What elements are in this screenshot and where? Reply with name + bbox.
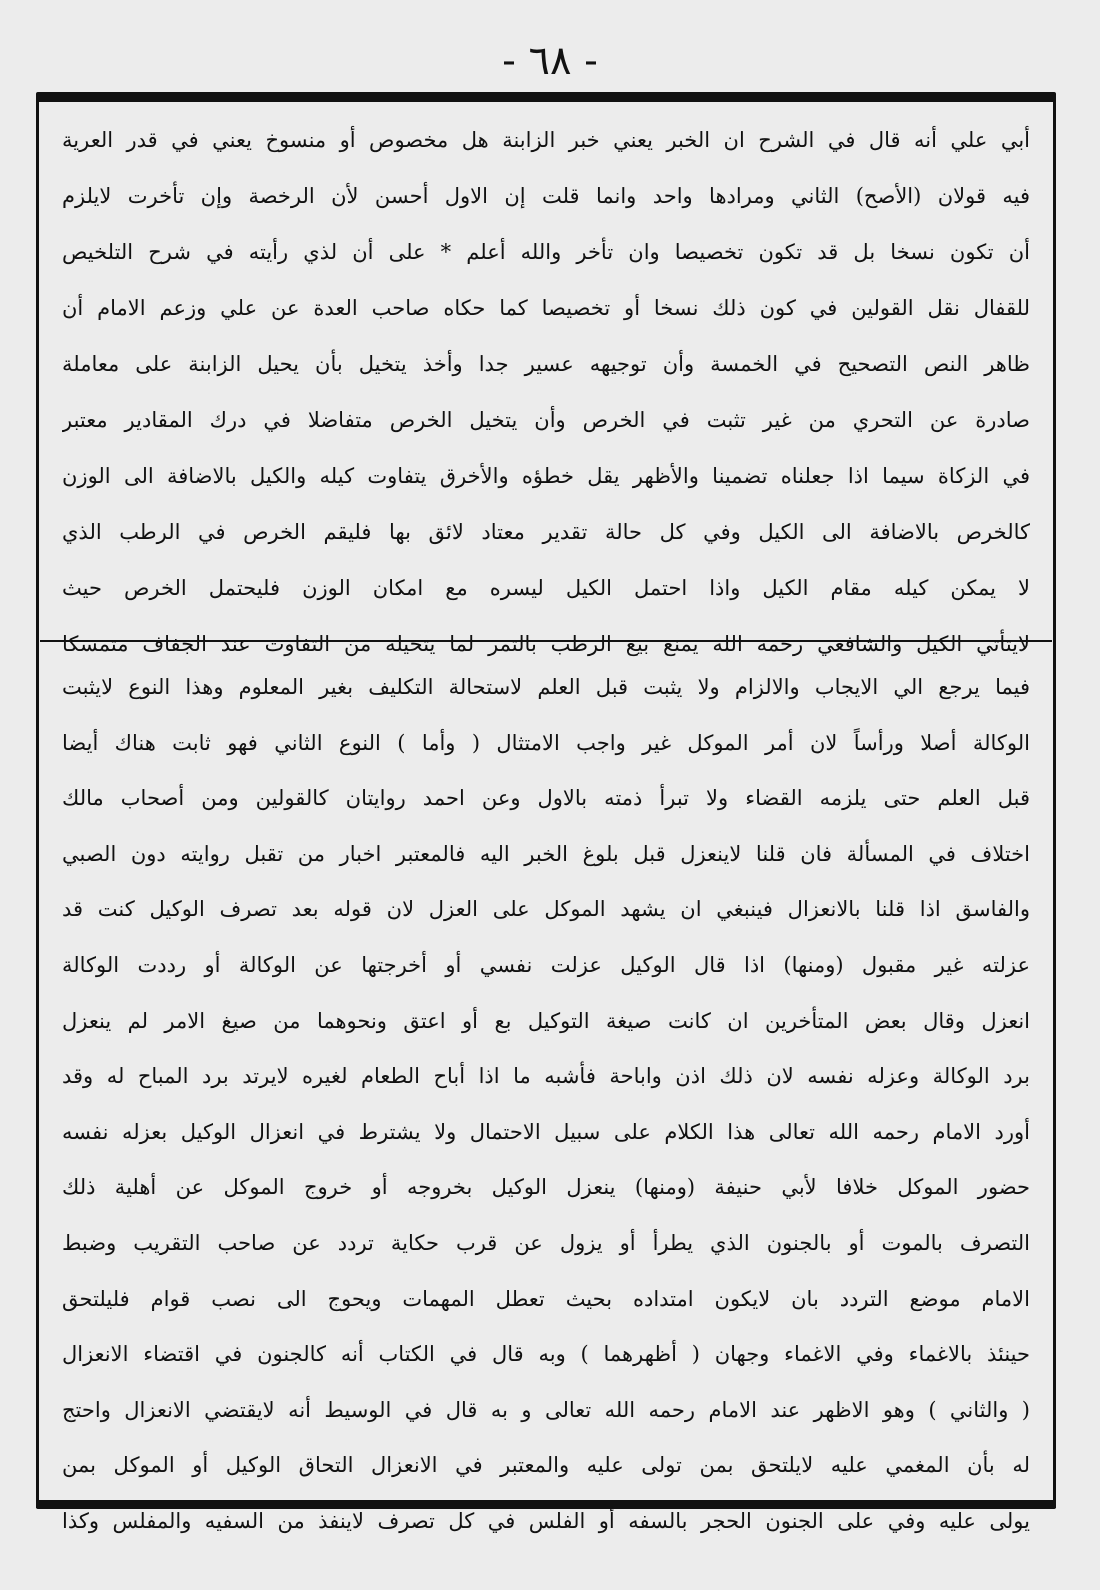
commentary-line: لا يمكن كيله مقام الكيل واذا احتمل الكيل ليسره مع امكان الوزن فليحتمل الخرص حيث [62, 576, 1030, 600]
main-line: الامام موضع التردد بان لايكون امتداده بحيث تعطل المهمات ويحوج الى نصب قوام فليلتحق [62, 1286, 1030, 1311]
main-line: فيما يرجع الي الايجاب والالزام ولا يثبت قبل العلم لاستحالة التكليف بغير المعلوم وهذا النوع لايثبت [62, 675, 1030, 699]
commentary-line: أبي علي أنه قال في الشرح ان الخبر يعني خبر الزابنة هل مخصوص أو منسوخ يعني في قدر العرية [62, 128, 1030, 152]
main-line: حينئذ بالاغماء وفي الاغماء وجهان ( أظهرهما ) وبه قال في الكتاب أنه كالجنون في اقتضاء الانعزال [62, 1342, 1030, 1367]
main-line: قبل العلم حتى يلزمه القضاء ولا تبرأ ذمته بالاول وعن احمد روايتان كالقولين ومن أصحاب مالك [62, 786, 1030, 811]
commentary-line: للقفال نقل القولين في كون ذلك نسخا أو تخصيصا كما حكاه صاحب العدة عن علي وزعم الامام أن [62, 296, 1030, 320]
main-line: ( والثاني ) وهو الاظهر عند الامام رحمه الله تعالى و به قال في الوسيط أنه لايقتضي الانعزال واحتج [62, 1397, 1030, 1422]
commentary-line: كالخرص بالاضافة الى الكيل وفي كل حالة تقدير معتاد لائق بها فليقم الخرص في الرطب الذي [62, 520, 1030, 544]
main-text-section [62, 660, 1030, 1550]
main-line: الوكالة أصلا ورأساً لان أمر الموكل غير واجب الامتثال ( وأما ) النوع الثاني فهو ثابت هناك أيضا [62, 730, 1030, 755]
main-line: له بأن المغمي عليه لايلتحق بمن تولى عليه والمعتبر في الانعزال التحاق الوكيل أو الموكل بمن [62, 1453, 1030, 1478]
main-line: حضور الموكل خلافا لأبي حنيفة (ومنها) ينعزل الوكيل بخروجه أو خروج الموكل عن أهلية ذلك [62, 1175, 1030, 1200]
commentary-line: صادرة عن التحري من غير تثبت في الخرص وأن يتخيل الخرص متفاضلا في درك المقادير معتبر [62, 408, 1030, 432]
main-line: أورد الامام رحمه الله تعالى هذا الكلام على سبيل الاحتمال ولا يشترط في انعزال الوكيل بعزله نفسه [62, 1119, 1030, 1144]
main-line: التصرف بالموت أو بالجنون الذي يطرأ أو يزول عن قرب حكاية تردد عن صاحب التقريب وضبط [62, 1230, 1030, 1255]
commentary-line: فيه قولان (الأصح) الثاني ومرادها واحد وانما قلت إن الاول أحسن لأن الرخصة وإن تأخرت لايلزم [62, 184, 1030, 208]
commentary-line: لايتأتي الكيل والشافعي رحمه الله يمنع بيع الرطب بالتمر لما يتخيله من التفاوت عند الجفاف متمسكا [62, 632, 1030, 656]
page-number: - ٦٨ - [502, 38, 598, 84]
main-line: برد الوكالة وعزله نفسه لان ذلك اذن واباحة فأشبه ما اذا أباح الطعام لغيره لايرتد برد المباح له وقد [62, 1064, 1030, 1089]
main-line: يولى عليه وفي على الجنون الحجر بالسفه أو الفلس في كل تصرف لاينفذ من السفيه والمفلس وكذا [62, 1508, 1030, 1533]
main-line: عزلته غير مقبول (ومنها) اذا قال الوكيل عزلت نفسي أو أخرجتها عن الوكالة أو رددت الوكالة [62, 952, 1030, 977]
main-line: اختلاف في المسألة فان قلنا لاينعزل قبل بلوغ الخبر اليه فالمعتبر اخبار من تقبل روايته دون الصبي [62, 841, 1030, 866]
commentary-section [62, 112, 1030, 672]
commentary-line: ظاهر النص التصحيح في الخمسة وأن توجيهه عسير جدا وأخذ يتخيل بأن يحيل الزابنة على معاملة [62, 352, 1030, 376]
main-line: والفاسق اذا قلنا بالانعزال فينبغي ان يشهد الموكل على العزل لان قوله بعد تصرف الوكيل كنت قد [62, 897, 1030, 922]
commentary-line: في الزكاة سيما اذا جعلناه تضمينا والأظهر يقل خطؤه والأخرق يتفاوت كيله والكيل بالاضافة الى الوزن [62, 464, 1030, 488]
commentary-line: أن تكون نسخا بل قد تكون تخصيصا وان تأخر والله أعلم * على أن لذي رأيته في شرح التلخيص [62, 240, 1030, 264]
main-line: انعزل وقال بعض المتأخرين ان كانت صيغة التوكيل بع أو اعتق ونحوهما من صيغ الامر لم ينعزل [62, 1008, 1030, 1033]
